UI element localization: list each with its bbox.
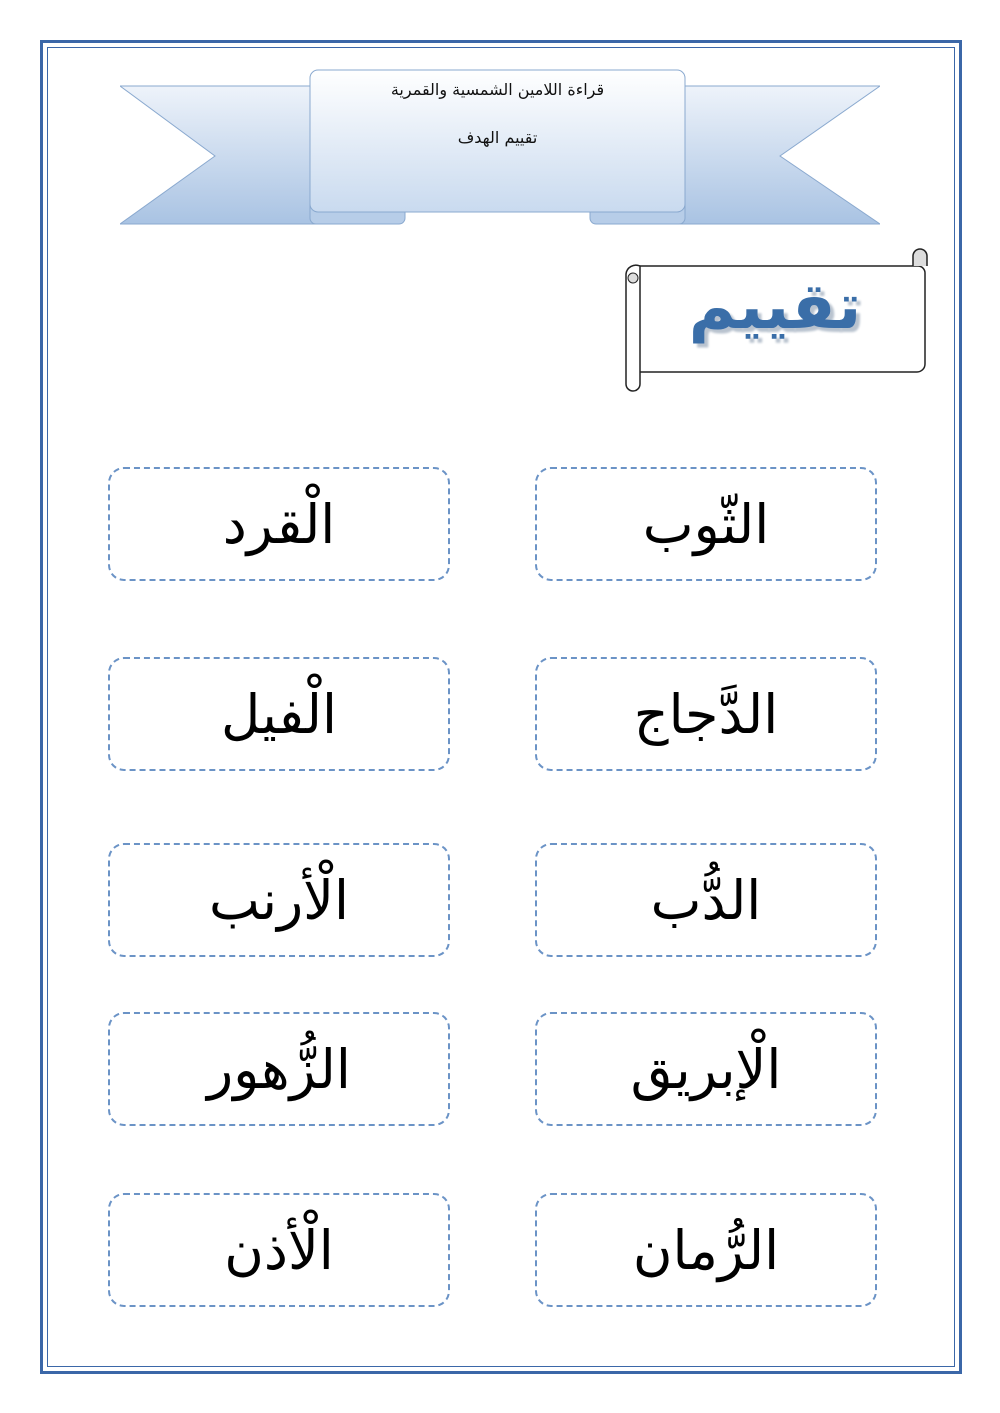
word-card[interactable] [535, 657, 877, 771]
word-card[interactable] [108, 1193, 450, 1307]
word-text: الزُّهور [207, 1037, 351, 1101]
header-subtitle: تقييم الهدف [457, 128, 538, 147]
word-card[interactable] [535, 467, 877, 581]
word-text: الْأذن [224, 1218, 334, 1282]
word-card[interactable] [535, 1012, 877, 1126]
word-card[interactable] [108, 657, 450, 771]
word-card[interactable] [535, 1193, 877, 1307]
word-card[interactable] [108, 843, 450, 957]
assessment-title: تقييم [688, 270, 862, 344]
word-card[interactable] [108, 467, 450, 581]
word-text: الرُّمان [632, 1218, 780, 1282]
word-card[interactable] [108, 1012, 450, 1126]
word-text: الْإبريق [630, 1037, 782, 1101]
word-text: الدَّجاج [633, 682, 779, 746]
header-title: قراءة اللامين الشمسية والقمرية [390, 80, 605, 99]
word-text: الثّوب [642, 492, 770, 556]
word-text: الدُّب [650, 868, 762, 932]
word-text: الْأرنب [209, 868, 349, 932]
word-text: الْقرد [222, 492, 336, 556]
word-text: الْفيل [221, 682, 337, 746]
word-card[interactable] [535, 843, 877, 957]
